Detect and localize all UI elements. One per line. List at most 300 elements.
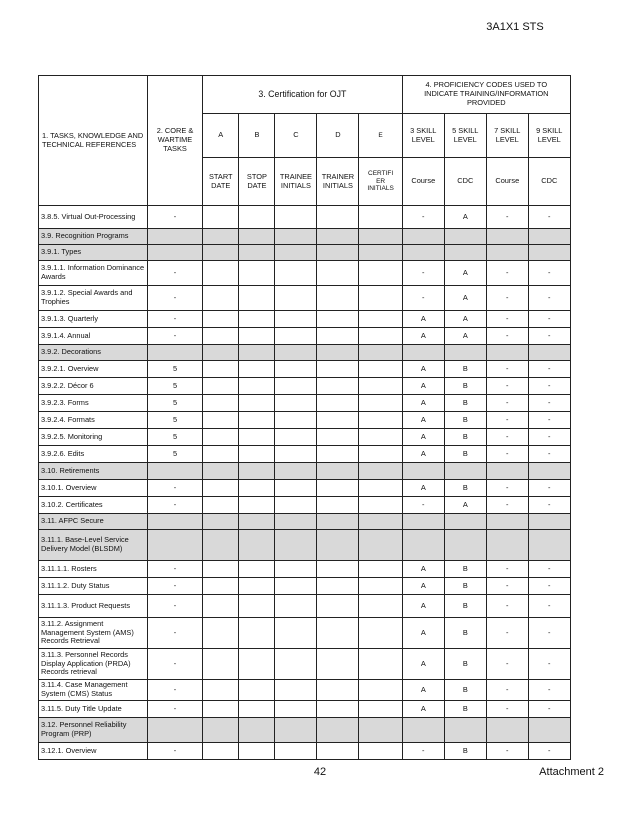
cert-cell	[239, 311, 275, 328]
table-row	[39, 463, 571, 480]
cert-cell	[275, 361, 317, 378]
task-cell: 3.9.1. Types	[39, 245, 148, 261]
table-row	[39, 429, 571, 446]
cert-cell	[317, 578, 359, 595]
header-core-wartime: 2. CORE & WARTIME TASKS	[148, 76, 203, 206]
cert-cell	[203, 429, 239, 446]
proficiency-cell: A	[402, 561, 444, 578]
cert-cell	[239, 497, 275, 514]
proficiency-cell	[528, 229, 570, 245]
proficiency-cell	[402, 245, 444, 261]
core-cell: -	[148, 595, 203, 618]
proficiency-cell: A	[402, 480, 444, 497]
cert-cell	[275, 649, 317, 680]
cert-cell	[317, 229, 359, 245]
proficiency-cell: -	[486, 561, 528, 578]
cert-cell	[203, 595, 239, 618]
proficiency-cell: -	[528, 701, 570, 718]
table-row	[39, 701, 571, 718]
cert-cell	[317, 311, 359, 328]
cert-cell	[275, 429, 317, 446]
proficiency-cell: A	[402, 395, 444, 412]
cert-cell	[359, 328, 402, 345]
cert-cell	[239, 206, 275, 229]
proficiency-cell: -	[486, 206, 528, 229]
cert-cell	[239, 286, 275, 311]
proficiency-cell: A	[402, 446, 444, 463]
cert-cell	[359, 446, 402, 463]
proficiency-cell: B	[444, 412, 486, 429]
proficiency-cell: -	[486, 595, 528, 618]
cert-cell	[239, 395, 275, 412]
cert-cell	[239, 578, 275, 595]
proficiency-cell	[444, 530, 486, 561]
cert-cell	[359, 701, 402, 718]
table-row	[39, 229, 571, 245]
cert-cell	[275, 311, 317, 328]
proficiency-cell: B	[444, 578, 486, 595]
proficiency-cell: -	[402, 286, 444, 311]
table-row	[39, 446, 571, 463]
cert-cell	[317, 361, 359, 378]
proficiency-cell	[402, 345, 444, 361]
core-cell	[148, 718, 203, 743]
task-cell: 3.11.2. Assignment Management System (AMS) Records Retrieval	[39, 618, 148, 649]
table-row	[39, 718, 571, 743]
cert-stop-date: STOP DATE	[239, 158, 275, 206]
cert-cell	[359, 261, 402, 286]
proficiency-cell: -	[486, 361, 528, 378]
proficiency-cell	[444, 514, 486, 530]
proficiency-cell	[402, 718, 444, 743]
proficiency-cell: A	[444, 206, 486, 229]
table-row	[39, 595, 571, 618]
proficiency-cell	[528, 718, 570, 743]
proficiency-cell: A	[402, 701, 444, 718]
cert-cell	[359, 378, 402, 395]
cert-cell	[317, 378, 359, 395]
skill-level-3: 3 SKILL LEVEL	[402, 114, 444, 158]
cert-cell	[239, 245, 275, 261]
cert-cell	[203, 395, 239, 412]
cert-cell	[203, 743, 239, 760]
proficiency-cell: -	[486, 701, 528, 718]
cert-cell	[317, 206, 359, 229]
proficiency-cell: B	[444, 378, 486, 395]
cert-cell	[203, 261, 239, 286]
table-row	[39, 206, 571, 229]
cert-cell	[275, 680, 317, 701]
cert-cell	[359, 395, 402, 412]
proficiency-cell: A	[402, 412, 444, 429]
proficiency-cell: -	[486, 743, 528, 760]
proficiency-cell: -	[486, 480, 528, 497]
proficiency-cell: -	[486, 497, 528, 514]
cert-cell	[359, 286, 402, 311]
core-cell: -	[148, 743, 203, 760]
proficiency-cell	[402, 530, 444, 561]
cert-cell	[239, 378, 275, 395]
proficiency-cell: B	[444, 649, 486, 680]
core-cell: -	[148, 328, 203, 345]
cert-cell	[275, 618, 317, 649]
table-row	[39, 680, 571, 701]
cert-cell	[275, 286, 317, 311]
cert-cell	[359, 497, 402, 514]
proficiency-cell: -	[528, 561, 570, 578]
core-cell: 5	[148, 395, 203, 412]
cert-cell	[317, 261, 359, 286]
cert-cell	[317, 395, 359, 412]
cert-cell	[203, 229, 239, 245]
proficiency-cell: -	[486, 446, 528, 463]
proficiency-cell: B	[444, 743, 486, 760]
cert-cell	[359, 743, 402, 760]
cert-cell	[203, 514, 239, 530]
cert-cell	[359, 649, 402, 680]
cert-cell	[203, 463, 239, 480]
proficiency-cell	[402, 514, 444, 530]
proficiency-cell: A	[402, 595, 444, 618]
cert-cell	[239, 743, 275, 760]
cert-cell	[275, 530, 317, 561]
table-row	[39, 261, 571, 286]
task-cell: 3.9.2.5. Monitoring	[39, 429, 148, 446]
cert-cell	[275, 245, 317, 261]
task-cell: 3.9.2. Decorations	[39, 345, 148, 361]
proficiency-cell	[528, 245, 570, 261]
cert-cell	[203, 378, 239, 395]
proficiency-cell: A	[444, 286, 486, 311]
cert-cell	[359, 514, 402, 530]
cert-cell	[359, 361, 402, 378]
cert-cell	[203, 480, 239, 497]
cert-cell	[275, 229, 317, 245]
proficiency-cell: -	[486, 680, 528, 701]
proficiency-cell: B	[444, 595, 486, 618]
proficiency-cell: A	[402, 311, 444, 328]
cert-cell	[239, 328, 275, 345]
cert-cell	[239, 345, 275, 361]
core-cell	[148, 229, 203, 245]
cert-cell	[203, 412, 239, 429]
proficiency-cell: -	[528, 261, 570, 286]
task-cell: 3.8.5. Virtual Out-Processing	[39, 206, 148, 229]
core-cell	[148, 345, 203, 361]
proficiency-cell	[486, 245, 528, 261]
proficiency-cell: -	[528, 378, 570, 395]
proficiency-cell: B	[444, 561, 486, 578]
cert-cell	[275, 378, 317, 395]
cert-cell	[203, 206, 239, 229]
core-cell: -	[148, 618, 203, 649]
proficiency-cell: -	[402, 261, 444, 286]
core-cell: 5	[148, 378, 203, 395]
core-cell: -	[148, 480, 203, 497]
core-cell	[148, 245, 203, 261]
task-cell: 3.11.5. Duty Title Update	[39, 701, 148, 718]
table-row	[39, 378, 571, 395]
task-cell: 3.10.1. Overview	[39, 480, 148, 497]
cert-cell	[359, 206, 402, 229]
cert-cell	[203, 618, 239, 649]
sts-table	[38, 75, 571, 760]
cert-cell	[359, 412, 402, 429]
skill-3-source: Course	[402, 158, 444, 206]
header-certification: 3. Certification for OJT	[203, 76, 403, 114]
cert-trainer-initials: TRAINER INITIALS	[317, 158, 359, 206]
proficiency-cell: -	[528, 480, 570, 497]
cert-cell	[239, 561, 275, 578]
table-row	[39, 361, 571, 378]
proficiency-cell	[444, 718, 486, 743]
proficiency-cell	[486, 463, 528, 480]
table-row	[39, 345, 571, 361]
cert-cell	[275, 261, 317, 286]
cert-cell	[275, 480, 317, 497]
proficiency-cell: -	[402, 497, 444, 514]
task-cell: 3.11.1.1. Rosters	[39, 561, 148, 578]
proficiency-cell	[486, 530, 528, 561]
cert-cell	[317, 561, 359, 578]
cert-cell	[203, 530, 239, 561]
cert-cell	[359, 429, 402, 446]
proficiency-cell: -	[528, 649, 570, 680]
cert-cell	[203, 245, 239, 261]
proficiency-cell: -	[486, 618, 528, 649]
proficiency-cell: B	[444, 429, 486, 446]
proficiency-cell: B	[444, 680, 486, 701]
proficiency-cell	[444, 345, 486, 361]
proficiency-cell: -	[528, 595, 570, 618]
cert-cell	[239, 412, 275, 429]
cert-certifier-initials: CERTIFI ER INITIALS	[359, 158, 402, 206]
core-cell	[148, 514, 203, 530]
cert-cell	[317, 595, 359, 618]
cert-cell	[203, 345, 239, 361]
cert-cell	[275, 718, 317, 743]
task-cell: 3.9.2.2. Décor 6	[39, 378, 148, 395]
proficiency-cell: B	[444, 618, 486, 649]
cert-cell	[317, 680, 359, 701]
task-cell: 3.10.2. Certificates	[39, 497, 148, 514]
proficiency-cell	[444, 245, 486, 261]
cert-cell	[275, 345, 317, 361]
task-cell: 3.9.1.2. Special Awards and Trophies	[39, 286, 148, 311]
cert-cell	[275, 463, 317, 480]
proficiency-cell: A	[444, 497, 486, 514]
proficiency-cell: -	[402, 206, 444, 229]
proficiency-cell: B	[444, 480, 486, 497]
proficiency-cell: -	[528, 361, 570, 378]
proficiency-cell: A	[402, 378, 444, 395]
proficiency-cell: A	[402, 649, 444, 680]
cert-cell	[203, 649, 239, 680]
cert-cell	[203, 286, 239, 311]
cert-cell	[359, 718, 402, 743]
cert-col-b: B	[239, 114, 275, 158]
proficiency-cell: -	[486, 328, 528, 345]
core-cell: -	[148, 286, 203, 311]
cert-cell	[239, 463, 275, 480]
task-cell: 3.9.2.3. Forms	[39, 395, 148, 412]
task-cell: 3.11.1.3. Product Requests	[39, 595, 148, 618]
cert-cell	[359, 578, 402, 595]
table-row	[39, 514, 571, 530]
table-row	[39, 561, 571, 578]
cert-cell	[317, 701, 359, 718]
cert-cell	[239, 446, 275, 463]
proficiency-cell: -	[402, 743, 444, 760]
task-cell: 3.9.1.4. Annual	[39, 328, 148, 345]
cert-cell	[275, 595, 317, 618]
proficiency-cell: A	[402, 680, 444, 701]
proficiency-cell: -	[486, 395, 528, 412]
proficiency-cell	[486, 345, 528, 361]
table-row	[39, 311, 571, 328]
core-cell: -	[148, 561, 203, 578]
proficiency-cell: A	[402, 618, 444, 649]
cert-cell	[239, 429, 275, 446]
core-cell: -	[148, 701, 203, 718]
task-cell: 3.9.1.3. Quarterly	[39, 311, 148, 328]
cert-cell	[317, 497, 359, 514]
cert-cell	[275, 328, 317, 345]
cert-cell	[203, 446, 239, 463]
cert-col-a: A	[203, 114, 239, 158]
cert-cell	[203, 578, 239, 595]
cert-cell	[239, 701, 275, 718]
cert-cell	[317, 245, 359, 261]
cert-cell	[359, 561, 402, 578]
proficiency-cell: -	[486, 412, 528, 429]
cert-cell	[359, 311, 402, 328]
cert-cell	[317, 328, 359, 345]
proficiency-cell: A	[444, 311, 486, 328]
cert-cell	[203, 328, 239, 345]
task-cell: 3.11.3. Personnel Records Display Application (PRDA) Records retrieval	[39, 649, 148, 680]
cert-col-c: C	[275, 114, 317, 158]
core-cell: -	[148, 497, 203, 514]
proficiency-cell: A	[402, 429, 444, 446]
task-cell: 3.11.1.2. Duty Status	[39, 578, 148, 595]
skill-5-source: CDC	[444, 158, 486, 206]
attachment-label: Attachment 2	[539, 766, 604, 778]
cert-cell	[239, 618, 275, 649]
cert-cell	[275, 206, 317, 229]
proficiency-cell: A	[402, 578, 444, 595]
cert-cell	[203, 680, 239, 701]
proficiency-cell: -	[528, 446, 570, 463]
task-cell: 3.11.1. Base-Level Service Delivery Model (BLSDM)	[39, 530, 148, 561]
cert-cell	[239, 680, 275, 701]
proficiency-cell	[528, 345, 570, 361]
cert-cell	[203, 561, 239, 578]
skill-7-source: Course	[486, 158, 528, 206]
cert-cell	[359, 618, 402, 649]
cert-cell	[203, 361, 239, 378]
proficiency-cell: -	[528, 618, 570, 649]
cert-cell	[317, 446, 359, 463]
proficiency-cell: -	[486, 286, 528, 311]
header-proficiency: 4. PROFICIENCY CODES USED TO INDICATE TRAINING/INFORMATION PROVIDED	[402, 76, 570, 114]
cert-cell	[359, 245, 402, 261]
cert-cell	[317, 345, 359, 361]
task-cell: 3.9.2.6. Edits	[39, 446, 148, 463]
cert-cell	[317, 649, 359, 680]
core-cell: -	[148, 649, 203, 680]
proficiency-cell: -	[528, 311, 570, 328]
table-row	[39, 530, 571, 561]
cert-cell	[359, 229, 402, 245]
proficiency-cell: -	[528, 429, 570, 446]
proficiency-cell: -	[486, 378, 528, 395]
proficiency-cell: -	[528, 395, 570, 412]
cert-cell	[317, 412, 359, 429]
task-cell: 3.12. Personnel Reliability Program (PRP)	[39, 718, 148, 743]
table-row	[39, 743, 571, 760]
cert-cell	[317, 530, 359, 561]
proficiency-cell: -	[528, 578, 570, 595]
core-cell	[148, 463, 203, 480]
cert-cell	[275, 743, 317, 760]
proficiency-cell: B	[444, 395, 486, 412]
cert-cell	[317, 743, 359, 760]
cert-cell	[275, 561, 317, 578]
task-cell: 3.10. Retirements	[39, 463, 148, 480]
cert-col-e: E	[359, 114, 402, 158]
cert-cell	[359, 480, 402, 497]
cert-cell	[275, 514, 317, 530]
table-row	[39, 578, 571, 595]
table-row	[39, 497, 571, 514]
cert-cell	[359, 595, 402, 618]
cert-cell	[275, 578, 317, 595]
cert-cell	[359, 680, 402, 701]
core-cell: -	[148, 261, 203, 286]
proficiency-cell: -	[528, 286, 570, 311]
cert-start-date: START DATE	[203, 158, 239, 206]
cert-cell	[203, 718, 239, 743]
cert-cell	[239, 595, 275, 618]
task-cell: 3.9.2.4. Formats	[39, 412, 148, 429]
cert-cell	[317, 718, 359, 743]
table-row	[39, 395, 571, 412]
proficiency-cell: -	[528, 680, 570, 701]
core-cell: -	[148, 578, 203, 595]
proficiency-cell: B	[444, 361, 486, 378]
cert-trainee-initials: TRAINEE INITIALS	[275, 158, 317, 206]
proficiency-cell: A	[444, 328, 486, 345]
proficiency-cell	[528, 463, 570, 480]
table-row	[39, 286, 571, 311]
cert-col-d: D	[317, 114, 359, 158]
proficiency-cell	[402, 229, 444, 245]
proficiency-cell: -	[528, 497, 570, 514]
skill-level-9: 9 SKILL LEVEL	[528, 114, 570, 158]
cert-cell	[203, 311, 239, 328]
cert-cell	[203, 701, 239, 718]
proficiency-cell: -	[486, 261, 528, 286]
table-row	[39, 618, 571, 649]
cert-cell	[275, 395, 317, 412]
task-cell: 3.12.1. Overview	[39, 743, 148, 760]
table-row	[39, 245, 571, 261]
page-number: 42	[313, 766, 327, 778]
document-id: 3A1X1 STS	[486, 21, 544, 33]
cert-cell	[275, 497, 317, 514]
cert-cell	[317, 463, 359, 480]
